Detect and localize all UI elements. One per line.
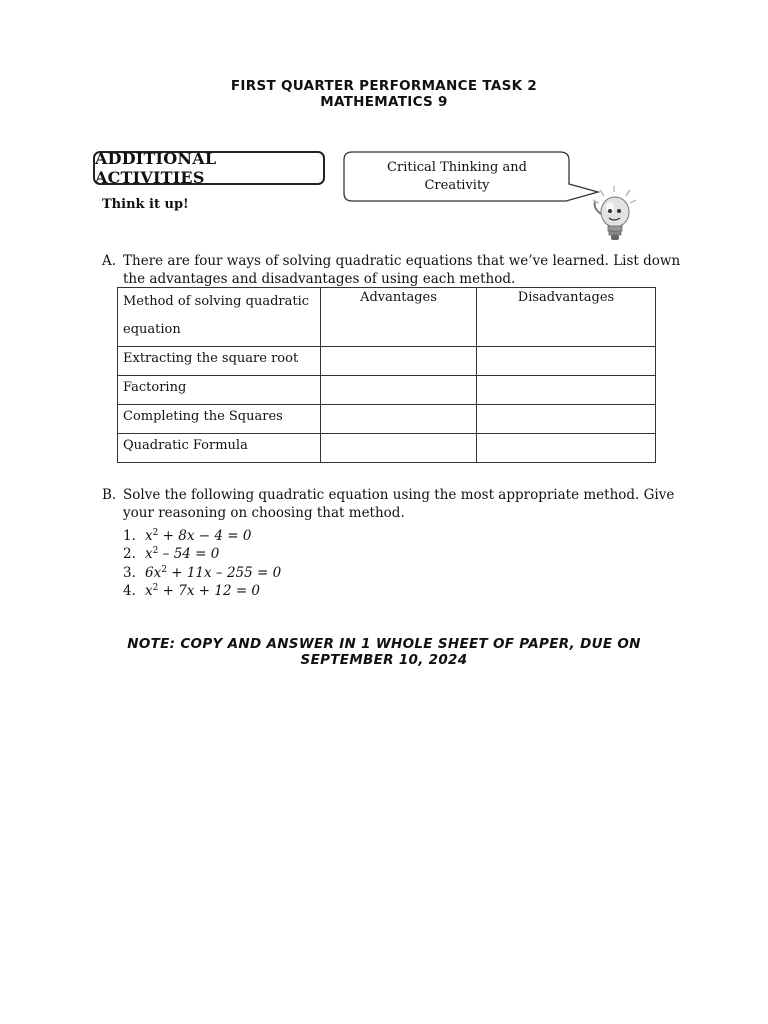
- due-note-line-2: SEPTEMBER 10, 2024: [300, 652, 468, 668]
- method-cell: Completing the Squares: [118, 405, 321, 434]
- header-advantages: Advantages: [321, 288, 477, 347]
- bubble-line-1: Critical Thinking and: [387, 160, 527, 175]
- equation-lead: x: [145, 528, 153, 544]
- equation-rest: + 11x – 255 = 0: [166, 565, 282, 581]
- disadvantages-cell: [477, 405, 656, 434]
- equation-number: 4.: [123, 583, 136, 599]
- additional-activities-label: ADDITIONAL ACTIVITIES: [93, 151, 325, 185]
- advantages-cell: [321, 376, 477, 405]
- document-title: FIRST QUARTER PERFORMANCE TASK 2: [230, 78, 538, 94]
- methods-table: [117, 287, 656, 463]
- due-note-line-1: NOTE: COPY AND ANSWER IN 1 WHOLE SHEET OF PAPER, DUE ON: [127, 636, 641, 652]
- table-row: [118, 347, 656, 376]
- speech-bubble-text: [346, 159, 568, 195]
- document-subtitle: MATHEMATICS 9: [320, 94, 448, 110]
- method-cell: Quadratic Formula: [118, 434, 321, 463]
- equation-exponent: 2: [152, 528, 159, 538]
- part-a-label: A.: [102, 253, 117, 269]
- equation-lead: 6x: [145, 565, 162, 581]
- part-a-text: There are four ways of solving quadratic equations that we’ve learned. List down the advantages and disadvantages of using each method.: [123, 253, 681, 287]
- think-it-up-heading: Think it up!: [102, 197, 189, 212]
- table-row: [118, 434, 656, 463]
- disadvantages-cell: [477, 347, 656, 376]
- advantages-cell: [321, 434, 477, 463]
- equation-number: 3.: [123, 565, 136, 581]
- part-a-instructions: [102, 252, 682, 288]
- method-cell: Factoring: [118, 376, 321, 405]
- equation-item: [123, 579, 260, 600]
- table-row: [118, 376, 656, 405]
- table-header-row: [118, 288, 656, 347]
- equation-lead: x: [145, 583, 153, 599]
- part-b-instructions: [102, 486, 682, 522]
- equation-rest: – 54 = 0: [158, 546, 220, 562]
- equation-rest: + 7x + 12 = 0: [158, 583, 261, 599]
- equation-item: [123, 542, 219, 563]
- header-method: Method of solving quadratic equation: [118, 288, 321, 347]
- equation-exponent: 2: [152, 546, 159, 556]
- disadvantages-cell: [477, 434, 656, 463]
- disadvantages-cell: [477, 376, 656, 405]
- table-row: [118, 405, 656, 434]
- equation-rest: + 8x − 4 = 0: [158, 528, 252, 544]
- advantages-cell: [321, 347, 477, 376]
- advantages-cell: [321, 405, 477, 434]
- equation-number: 1.: [123, 528, 136, 544]
- header-disadvantages: Disadvantages: [477, 288, 656, 347]
- lightbulb-mascot-icon: [588, 184, 644, 250]
- part-b-label: B.: [102, 487, 117, 503]
- part-b-text: Solve the following quadratic equation using the most appropriate method. Give your reasoning on choosing that method.: [123, 487, 675, 521]
- equation-exponent: 2: [161, 565, 167, 575]
- equation-number: 2.: [123, 546, 136, 562]
- method-cell: Extracting the square root: [118, 347, 321, 376]
- equation-exponent: 2: [152, 583, 159, 593]
- bubble-line-2: Creativity: [424, 178, 490, 193]
- equation-lead: x: [145, 546, 153, 562]
